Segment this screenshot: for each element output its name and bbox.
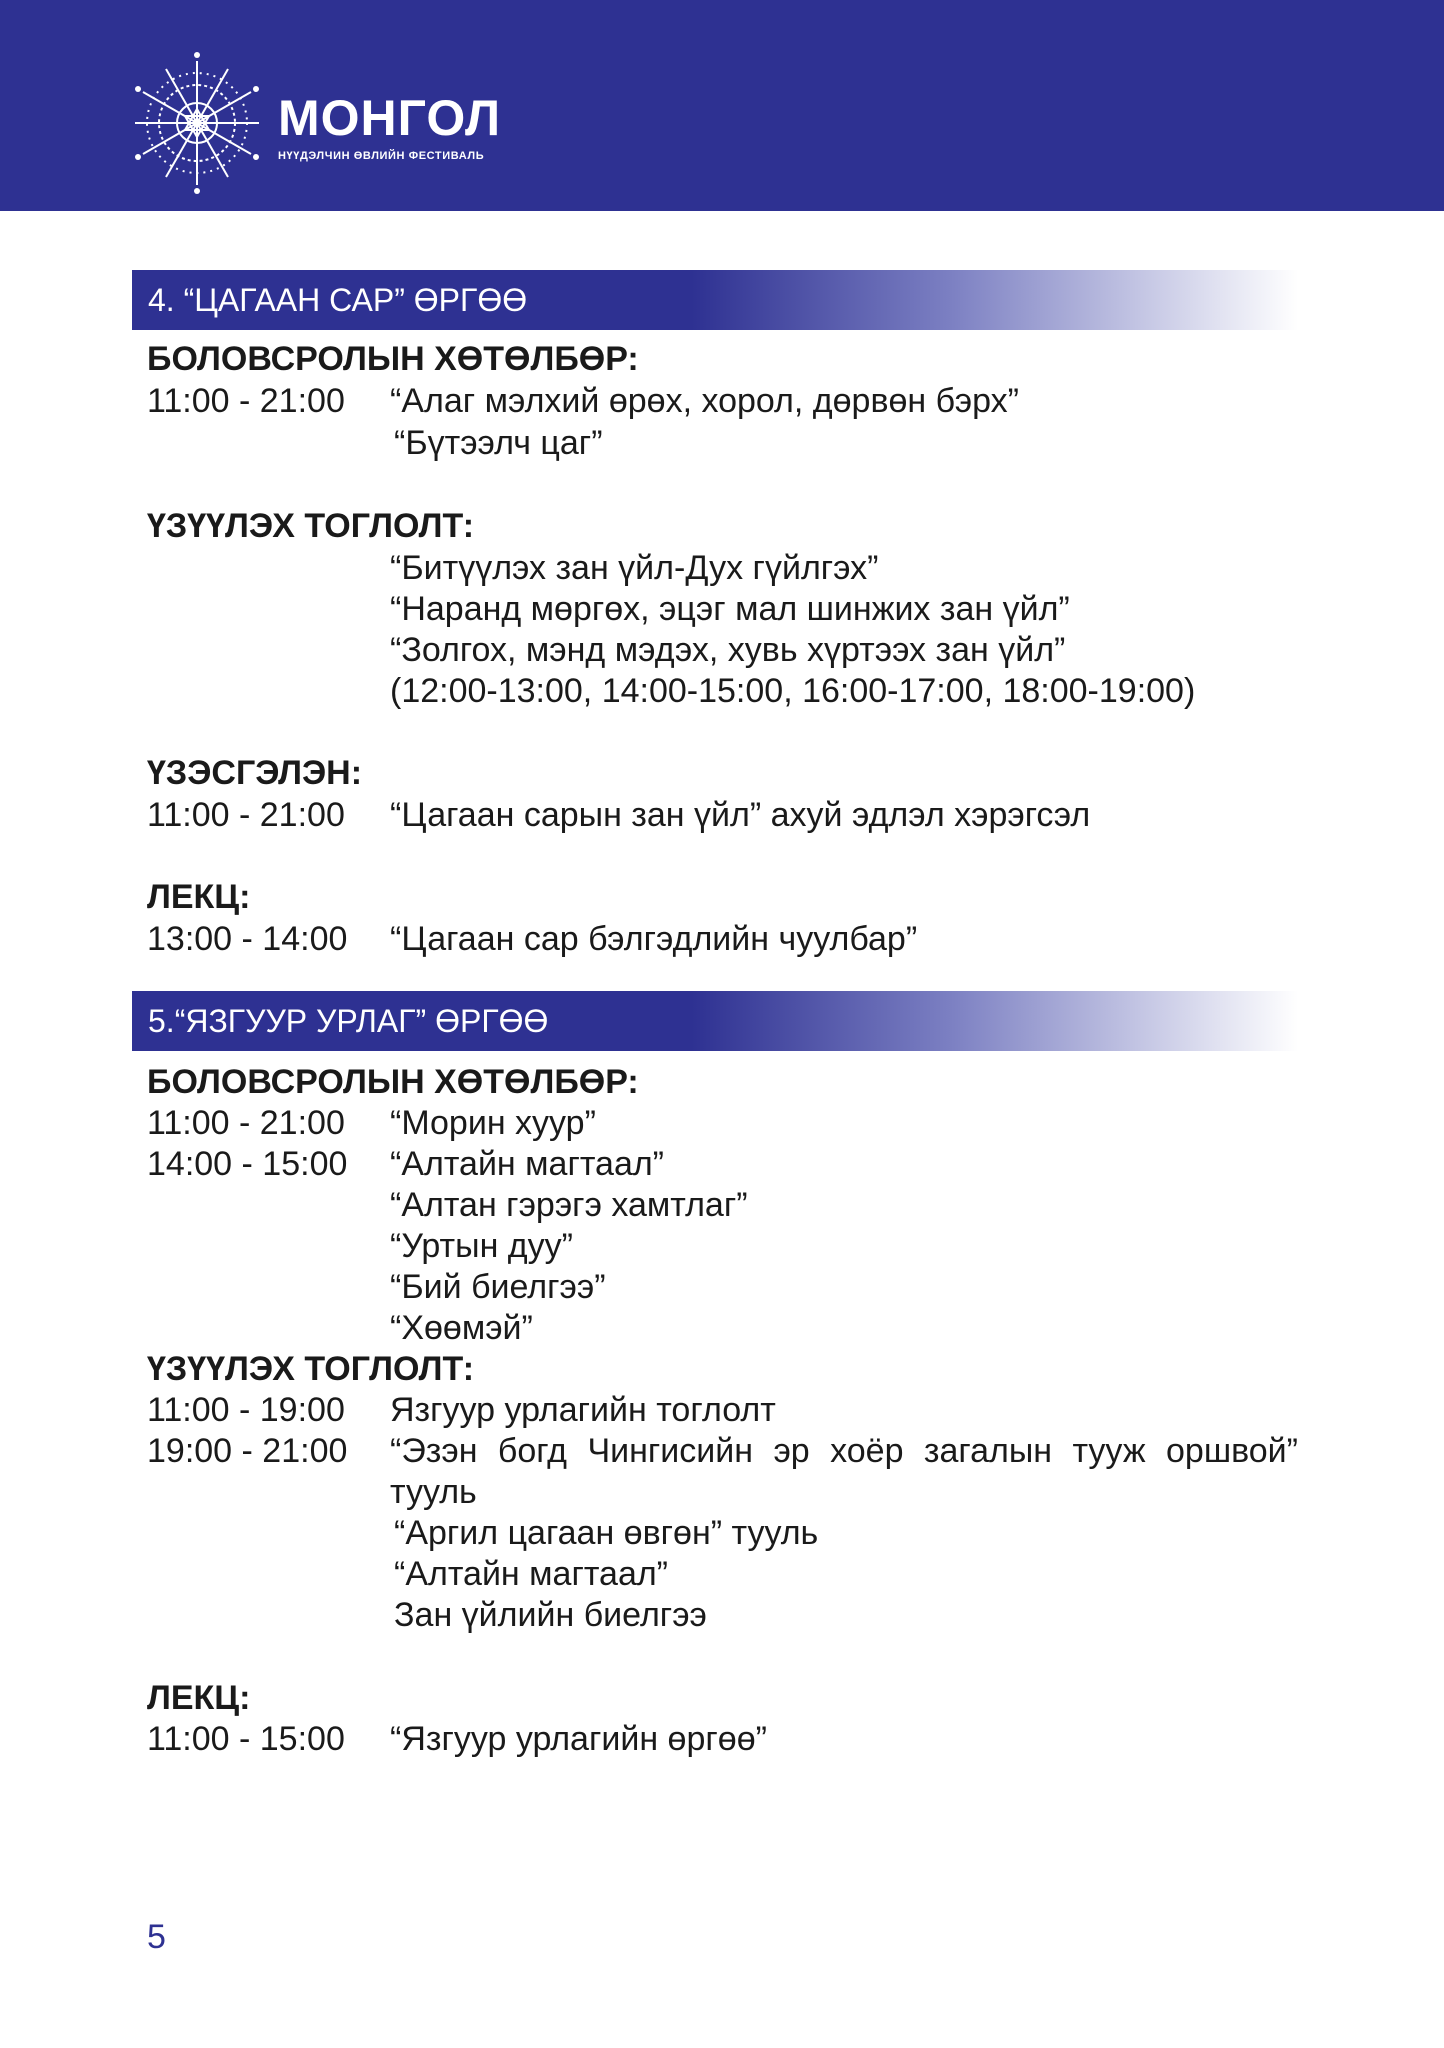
section-4-education-heading: БОЛОВСРОЛЫН ХӨТӨЛБӨР:	[147, 340, 639, 378]
section-4-lecture-time: 13:00 - 14:00	[147, 920, 348, 958]
section-4-show-heading: ҮЗҮҮЛЭХ ТОГЛОЛТ:	[147, 507, 475, 545]
schedule-item: “Битүүлэх зан үйл-Дух гүйлгэх”	[390, 549, 879, 587]
section-5-education-heading: БОЛОВСРОЛЫН ХӨТӨЛБӨР:	[147, 1063, 639, 1101]
brand-title: МОНГОЛ	[278, 90, 502, 146]
schedule-item: “Эзэн богд Чингисийн эр хоёр загалын тууж оршвой”	[390, 1432, 1298, 1470]
schedule-item: “Золгох, мэнд мэдэх, хувь хүртээх зан үйл”	[390, 631, 1066, 669]
schedule-item: “Алтан гэрэгэ хамтлаг”	[390, 1186, 748, 1224]
section-5-show-time: 19:00 - 21:00	[147, 1432, 348, 1470]
section-4-education-time: 11:00 - 21:00	[147, 382, 345, 420]
section-5-lecture-heading: ЛЕКЦ:	[147, 1679, 251, 1717]
schedule-item: “Алтайн магтаал”	[394, 1555, 669, 1593]
schedule-item: “Уртын дуу”	[390, 1227, 573, 1265]
section-5-lecture-time: 11:00 - 15:00	[147, 1720, 345, 1758]
section-5-education-time: 11:00 - 21:00	[147, 1104, 345, 1142]
section-4-title: 4. “ЦАГААН САР” ӨРГӨӨ	[148, 282, 528, 318]
schedule-item: тууль	[390, 1473, 477, 1511]
schedule-item: “Цагаан сарын зан үйл” ахуй эдлэл хэрэгсэл	[390, 796, 1091, 834]
schedule-item: “Алаг мэлхий өрөх, хорол, дөрвөн бэрх”	[390, 382, 1019, 420]
schedule-item: Зан үйлийн биелгээ	[394, 1596, 707, 1634]
schedule-item: “Алтайн магтаал”	[390, 1145, 665, 1183]
schedule-times: (12:00-13:00, 14:00-15:00, 16:00-17:00, 18:00-19:00)	[390, 672, 1196, 710]
section-4-lecture-heading: ЛЕКЦ:	[147, 878, 251, 916]
schedule-item: “Наранд мөргөх, эцэг мал шинжих зан үйл”	[390, 590, 1070, 628]
schedule-item: “Язгуур урлагийн өргөө”	[390, 1720, 767, 1758]
brand-wordmark	[278, 92, 501, 162]
section-4-header	[132, 270, 1298, 330]
schedule-item: “Аргил цагаан өвгөн” тууль	[394, 1514, 819, 1552]
section-5-show-heading: ҮЗҮҮЛЭХ ТОГЛОЛТ:	[147, 1350, 475, 1388]
section-4-exhibition-time: 11:00 - 21:00	[147, 796, 345, 834]
brand-subtitle: НҮҮДЭЛЧИН ӨВЛИЙН ФЕСТИВАЛЬ	[278, 150, 485, 162]
schedule-item: “Цагаан сар бэлгэдлийн чуулбар”	[390, 920, 918, 958]
schedule-item: “Бүтээлч цаг”	[394, 424, 603, 462]
schedule-item: “Хөөмэй”	[390, 1309, 533, 1347]
section-5-show-time: 11:00 - 19:00	[147, 1391, 345, 1429]
schedule-item: Язгуур урлагийн тоглолт	[390, 1391, 776, 1429]
schedule-item: “Морин хуур”	[390, 1104, 596, 1142]
festival-snowflake-logo	[132, 50, 262, 196]
section-5-education-time: 14:00 - 15:00	[147, 1145, 348, 1183]
section-5-title: 5.“ЯЗГУУР УРЛАГ” ӨРГӨӨ	[148, 1003, 549, 1039]
header-banner	[0, 0, 1444, 211]
section-4-exhibition-heading: ҮЗЭСГЭЛЭН:	[147, 754, 363, 792]
schedule-item: “Бий биелгээ”	[390, 1268, 606, 1306]
section-5-header	[132, 991, 1298, 1051]
page-number: 5	[147, 1918, 166, 1956]
